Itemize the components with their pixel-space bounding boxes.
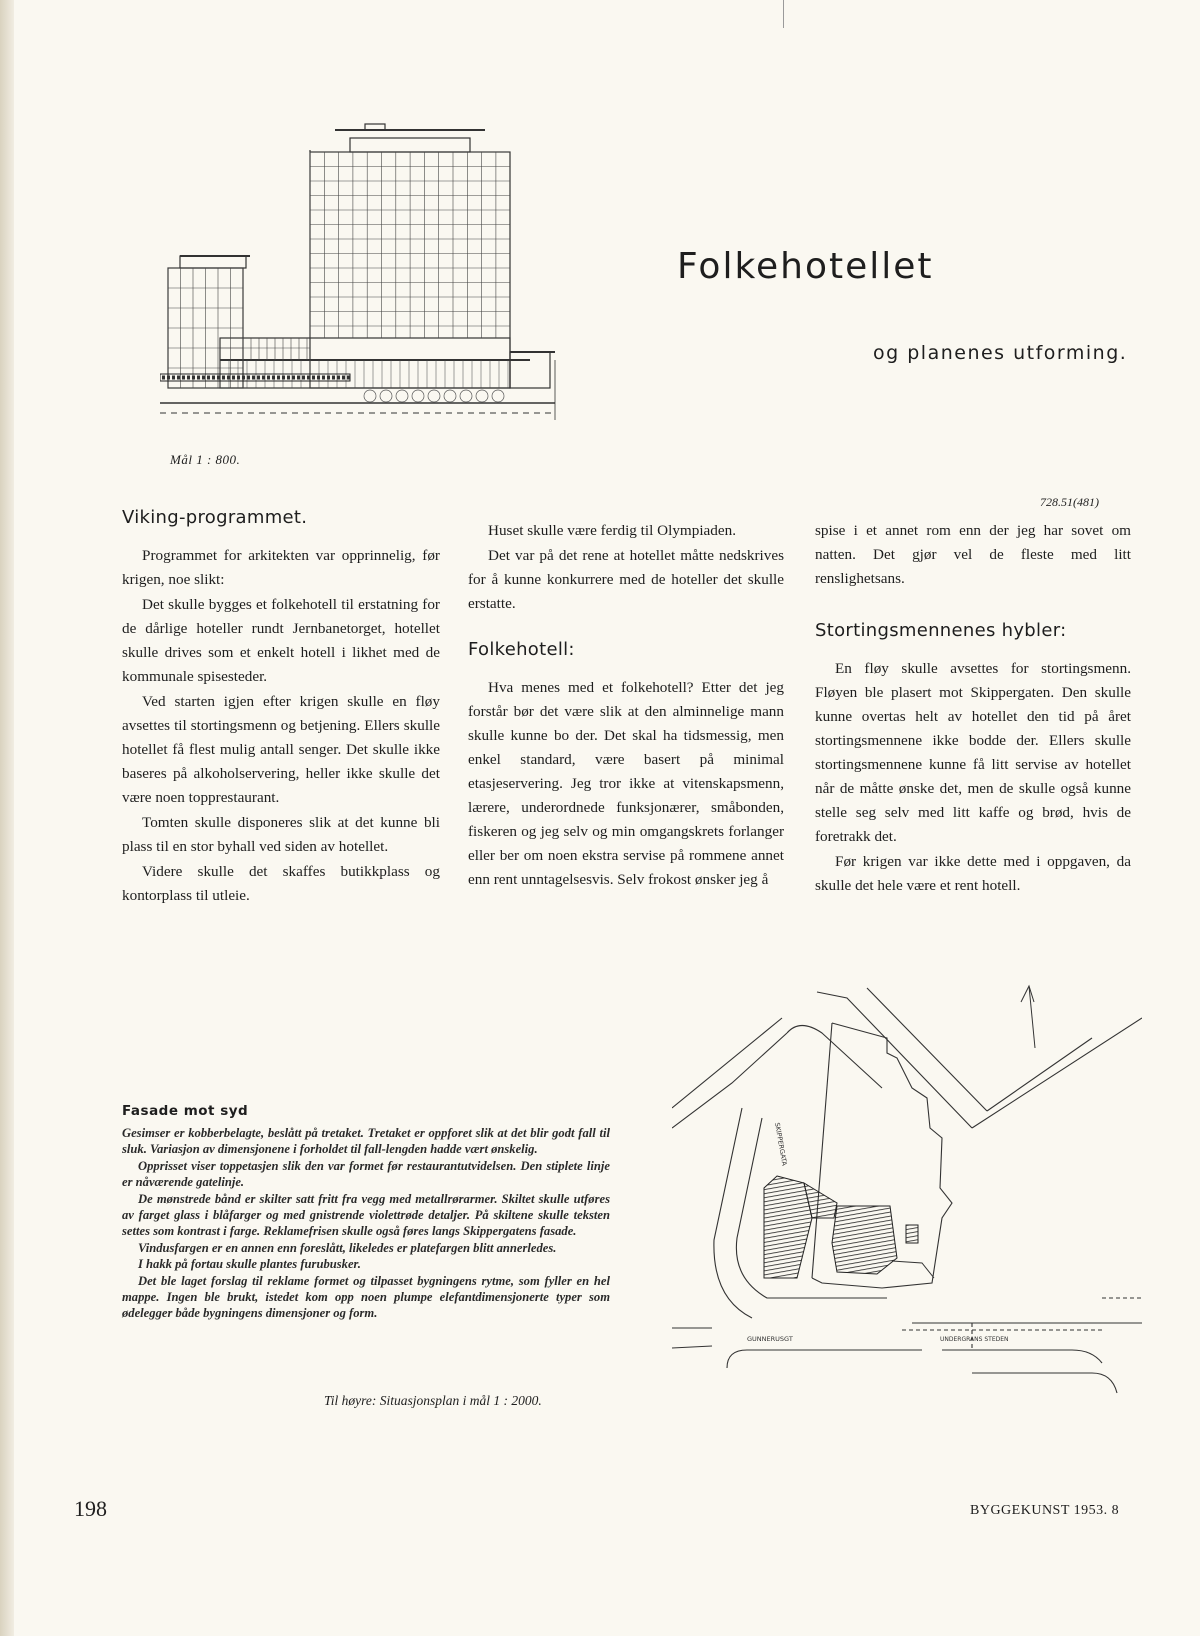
facade-scale-caption: Mål 1 : 800. — [170, 452, 241, 467]
section-heading-viking: Viking-programmet. — [122, 507, 308, 528]
street-label: SKIPPERGATA — [773, 1121, 789, 1167]
note-paragraph: Det ble laget forslag til reklame formet og tilpasset bygningens rytme, som fyller en hel mappe. Ingen ble brukt, istedet kom opp noen plumpe elefantdimensjonerte typer som ødelegger både bygningens dimensjoner og form. — [122, 1273, 610, 1321]
text-column-1 — [122, 506, 440, 908]
paragraph: Det var på det rene at hotellet måtte nedskrives for å kunne konkurrere med de hoteller det skulle erstatte. — [468, 547, 784, 612]
paragraph: Huset skulle være ferdig til Olympiaden. — [488, 522, 737, 539]
paragraph: Ved starten igjen efter krigen skulle en fløy avsettes til stortingsmenn og betjening. Ellers skulle hotellet få flest mulig antall senger. Det skulle ikke baseres på alkoholservering, heller ikke skulle det være noen topprestaurant. — [122, 693, 440, 806]
north-arrow-icon — [1021, 986, 1035, 1048]
paragraph: Programmet for arkitekten var opprinnelig, før krigen, noe slikt: — [122, 547, 440, 588]
paragraph: Tomten skulle disponeres slik at det kunne bli plass til en stor byhall ved siden av hotellet. — [122, 814, 440, 855]
crop-mark — [783, 0, 784, 28]
note-paragraph: Gesimser er kobberbelagte, beslått på tretaket. Tretaket er oppforet slik at det blir godt fall til sluk. Variasjon av dimensjonene i forholdet til fall-lengden hadde vært ønskelig. — [122, 1126, 610, 1157]
notes-title: Fasade mot syd — [122, 1103, 249, 1119]
page-number: 198 — [74, 1496, 107, 1521]
text-column-2 — [468, 519, 784, 892]
paragraph: spise i et annet rom enn der jeg har sovet om natten. Det gjør vel de fleste med litt renslighetsans. — [815, 522, 1131, 587]
paragraph: Hva menes med et folkehotell? Etter det jeg forstår bør det være slik at den alminnelige mann skulle kunne bo der. Det skal ha tidsmessig, men enkel standard, være basert på minimal etasjeservering. Jeg tror ikke at vitenskapsmenn, lærere, underordnede funksjonærer, småbonden, fiskeren og jeg selv og min omgangskrets forlanger eller ber om noen ekstra servise på rommene annet enn rent unntagelsesvis. Selv frokost ønsker jeg å — [468, 679, 784, 888]
text-column-3 — [815, 519, 1131, 898]
siteplan-caption: Til høyre: Situasjonsplan i mål 1 : 2000. — [324, 1393, 542, 1408]
note-paragraph: I hakk på fortau skulle plantes furubusker. — [138, 1257, 361, 1272]
section-heading-folkehotell: Folkehotell: — [468, 639, 575, 660]
journal-reference: BYGGEKUNST 1953. 8 — [970, 1503, 1120, 1518]
site-plan-drawing — [672, 978, 1142, 1412]
section-heading-stortingsmenn: Stortingsmennenes hybler: — [815, 620, 1067, 641]
facade-notes — [122, 1125, 610, 1322]
classification-code: 728.51(481) — [1040, 495, 1099, 509]
article-title: Folkehotellet — [677, 246, 934, 287]
street-label: UNDERGRANS STEDEN — [940, 1336, 1009, 1343]
binding-edge — [0, 0, 14, 1636]
note-paragraph: Opprisset viser toppetasjen slik den var formet før restaurantutvidelsen. Den stiplete linje er nåværende gatelinje. — [122, 1158, 610, 1190]
paragraph: Det skulle bygges et folkehotell til erstatning for de dårlige hoteller rundt Jernbanetorget, hotellet skulle drives som et enkelt hotell i likhet med de kommunale spisesteder. — [122, 596, 440, 685]
facade-drawing — [160, 120, 580, 460]
article-subtitle: og planenes utforming. — [873, 342, 1128, 364]
paragraph: Videre skulle det skaffes butikkplass og kontorplass til utleie. — [122, 863, 440, 904]
street-label: GUNNERUSGT — [747, 1335, 793, 1343]
paragraph: Før krigen var ikke dette med i oppgaven, da skulle det hele være et rent hotell. — [815, 853, 1131, 894]
note-paragraph: De mønstrede bånd er skilter satt fritt fra vegg med metallrørarmer. Skiltet skulle utføres av farget glass i blåfarger og med gnistrende violettrøde detaljer. På skiltene skulle teksten settes som kontrast i farge. Reklamefrisen skulle også føres langs Skippergatens fasade. — [122, 1191, 610, 1239]
paragraph: En fløy skulle avsettes for stortingsmenn. Fløyen ble plasert mot Skippergaten. Den skulle kunne overtas helt av hotellet den tid på året stortingsmennene ikke bodde der. Ellers skulle stortingsmennene kunne få litt servise av hotellet når de måtte ønske det, men de skulle også kunne stelle seg selv med litt kaffe og brød, hvis de foretrakk det. — [815, 660, 1131, 845]
note-paragraph: Vindusfargen er en annen enn foreslått, likeledes er platefargen blitt annerledes. — [138, 1240, 557, 1255]
